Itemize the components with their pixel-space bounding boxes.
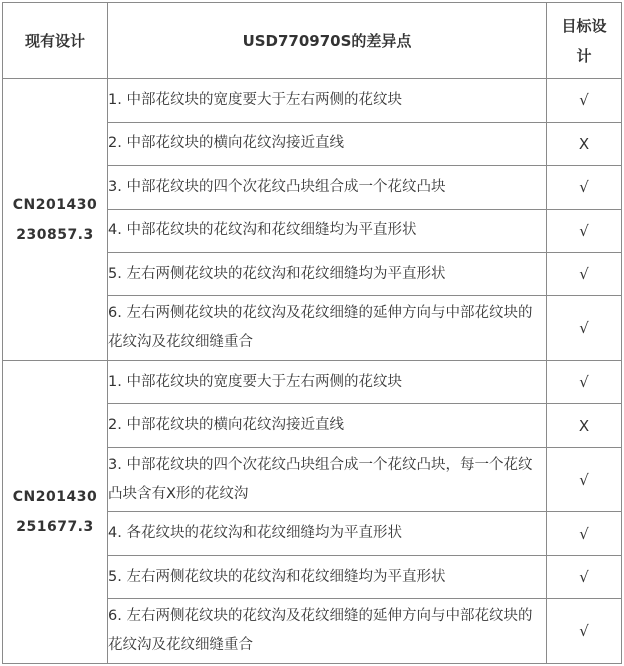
difference-text: 2. 中部花纹块的横向花纹沟接近直线: [108, 122, 547, 165]
difference-text: 6. 左右两侧花纹块的花纹沟及花纹细缝的延伸方向与中部花纹块的花纹沟及花纹细缝重合: [108, 599, 547, 664]
target-mark: √: [547, 512, 622, 555]
target-mark: √: [547, 79, 622, 122]
target-mark: X: [547, 122, 622, 165]
target-mark: √: [547, 555, 622, 598]
difference-text: 1. 中部花纹块的宽度要大于左右两侧的花纹块: [108, 79, 547, 122]
design-id-cell: [3, 360, 108, 663]
target-mark: √: [547, 209, 622, 252]
comparison-table: [2, 2, 622, 664]
target-mark: √: [547, 296, 622, 361]
design-id-line2: 251677.3: [16, 518, 94, 535]
header-target-design-line2: 计: [576, 46, 592, 65]
design-id-line2: 230857.3: [16, 226, 94, 243]
header-target-design-line1: 目标设: [561, 16, 607, 35]
design-id-cell: [3, 79, 108, 361]
header-current-design: 现有设计: [3, 3, 108, 79]
difference-text: 6. 左右两侧花纹块的花纹沟及花纹细缝的延伸方向与中部花纹块的花纹沟及花纹细缝重合: [108, 296, 547, 361]
header-target-design: [547, 3, 622, 79]
difference-text: 3. 中部花纹块的四个次花纹凸块组合成一个花纹凸块: [108, 166, 547, 209]
target-mark: X: [547, 404, 622, 447]
difference-text: 4. 中部花纹块的花纹沟和花纹细缝均为平直形状: [108, 209, 547, 252]
difference-text: 5. 左右两侧花纹块的花纹沟和花纹细缝均为平直形状: [108, 252, 547, 295]
target-mark: √: [547, 166, 622, 209]
header-differences: USD770970S的差异点: [108, 3, 547, 79]
design-id-line1: CN201430: [12, 196, 98, 213]
target-mark: √: [547, 360, 622, 403]
difference-text: 1. 中部花纹块的宽度要大于左右两侧的花纹块: [108, 360, 547, 403]
header-row: [3, 3, 622, 79]
target-mark: √: [547, 252, 622, 295]
difference-text: 4. 各花纹块的花纹沟和花纹细缝均为平直形状: [108, 512, 547, 555]
target-mark: √: [547, 599, 622, 664]
difference-text: 2. 中部花纹块的横向花纹沟接近直线: [108, 404, 547, 447]
difference-text: 5. 左右两侧花纹块的花纹沟和花纹细缝均为平直形状: [108, 555, 547, 598]
table-row: [3, 79, 622, 122]
target-mark: √: [547, 447, 622, 512]
design-id-line1: CN201430: [12, 488, 98, 505]
table-row: [3, 360, 622, 403]
difference-text: 3. 中部花纹块的四个次花纹凸块组合成一个花纹凸块，每一个花纹凸块含有X形的花纹沟: [108, 447, 547, 512]
